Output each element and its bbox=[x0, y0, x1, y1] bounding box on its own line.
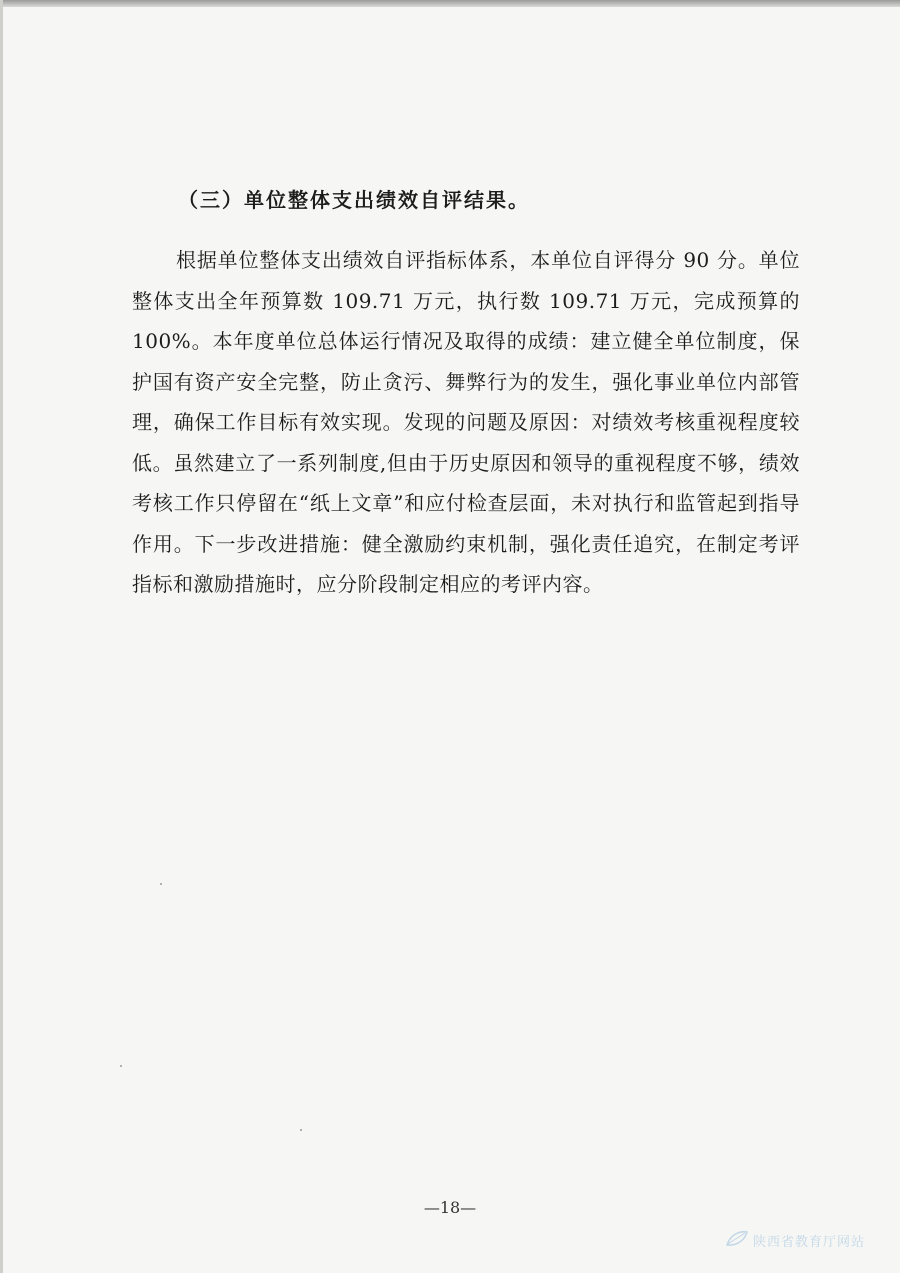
scan-speck bbox=[120, 1065, 122, 1067]
leaf-logo-icon bbox=[725, 1228, 749, 1252]
section-heading: （三）单位整体支出绩效自评结果。 bbox=[178, 188, 530, 212]
page-number: —18— bbox=[423, 1198, 477, 1217]
document-body bbox=[132, 178, 800, 605]
scan-speck bbox=[160, 883, 162, 885]
scan-top-edge bbox=[0, 0, 900, 7]
scan-left-edge bbox=[0, 0, 3, 1273]
body-paragraph: 根据单位整体支出绩效自评指标体系，本单位自评得分 90 分。单位整体支出全年预算数 109.71 万元，执行数 109.71 万元，完成预算的 100%。本年度单位总体运行情况及取得的成绩：建立健全单位制度，保护国有资产安全完整，防止贪污、舞弊行为的发生，强化事业单位内部管理，确保工作目标有效实现。发现的问题及原因：对绩效考核重视程度较低。虽然建立了一系列制度,但由于历史原因和领导的重视程度不够，绩效考核工作只停留在“纸上文章”和应付检查层面，未对执行和监管起到指导作用。下一步改进措施：健全激励约束机制，强化责任追究，在制定考评指标和激励措施时，应分阶段制定相应的考评内容。 bbox=[132, 248, 800, 596]
watermark-text: 陕西省教育厅网站 bbox=[753, 1234, 866, 1250]
scan-speck bbox=[300, 1129, 302, 1131]
watermark bbox=[725, 1228, 865, 1252]
